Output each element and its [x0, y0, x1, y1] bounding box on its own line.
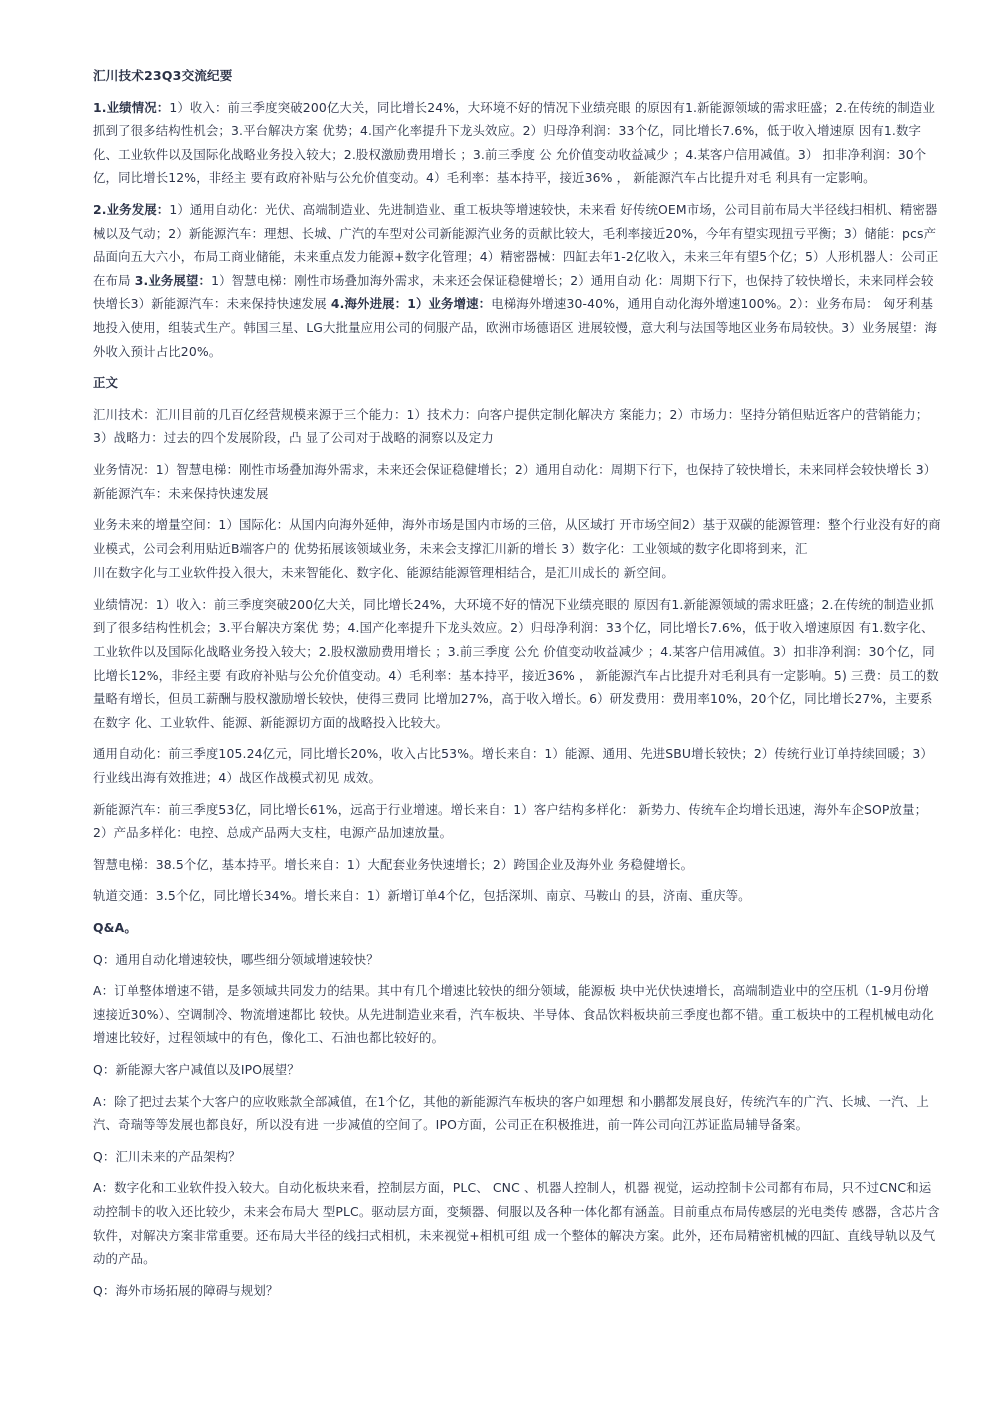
qa-answer: A：数字化和工业软件投入较大。自动化板块来看，控制层方面，PLC、 CNC 、机器人控制人，机器 视觉，运动控制卡公司都有布局，只不过CNC和运动控制卡的收入还比较少，未来会布局大 型PLC。驱动层方面，变频器、伺服以及各种一体化都有涵盖。目前重点布局传感层的光电类传 感器，含芯片含软件，对解决方案非常重要。还布局大半径的线扫式相机，未来视觉+相机可组 成一个整体的解决方案。此外，还布局精密机械的四缸、直线导轨以及气动的产品。: [93, 1180, 940, 1267]
body-paragraph: 轨道交通：3.5个亿，同比增长34%。增长来自：1）新增订单4个亿，包括深圳、南京、马鞍山 的县，济南、重庆等。: [93, 888, 751, 904]
summary-overseas-text: 电梯海外增速30-40%，通用自动化海外增速100%。2）：业务布局： 匈牙利基地投入使用，组装式生产。韩国三星、LG大批量应用公司的伺服产品，欧洲市场德语区 进展较慢，意大利与法国等地区业务布局较快。3）业务展望：海外收入预计占比20%。: [93, 296, 938, 359]
qa-question: Q：海外市场拓展的障碍与规划？: [93, 1282, 279, 1298]
summary-business-text: 1）通用自动化：光伏、高端制造业、先进制造业、重工板块等增速较快，未来看 好传统OEM市场，公司目前布局大半径线扫相机、精密器械以及气动；2）新能源汽车：理想、长城、广汽的车型对公司新能源汽业务的贡献比较大，毛利率接近20%，今年有望实现扭亏平衡；3）储能：pcs产品面向五大六小，布局工商业储能，未来重点发力能源+数字化管理；4）精密器械：四缸去年1-2亿收入，未来三年有望5个亿；5）人形机器人：公司正在布局: [93, 201, 939, 288]
document-page: [93, 64, 941, 1310]
summary-outlook-label: 3.业务展望：: [134, 272, 212, 288]
section-heading-qa: Q&A。: [93, 920, 137, 935]
summary-business: [93, 198, 941, 363]
section-heading-body: 正文: [93, 375, 119, 391]
qa-question: Q：新能源大客户减值以及IPO展望？: [93, 1061, 300, 1077]
summary-overseas-label: 4.海外进展：1）业务增速：: [330, 296, 492, 312]
document-title: 汇川技术23Q3交流纪要: [93, 68, 233, 83]
body-paragraph: 新能源汽车：前三季度53亿，同比增长61%，远高于行业增速。增长来自：1）客户结构多样化： 新势力、传统车企均增长迅速，海外车企SOP放量；2）产品多样化：电控、总成产品两大支柱，电源产品加速放量。: [93, 801, 928, 841]
qa-question: Q：通用自动化增速较快，哪些细分领域增速较快？: [93, 951, 379, 967]
body-paragraph: 通用自动化：前三季度105.24亿元，同比增长20%，收入占比53%。增长来自：1）能源、通用、先进SBU增长较快；2）传统行业订单持续回暖；3）行业线出海有效推进；4）战区作战模式初见 成效。: [93, 746, 933, 786]
summary-business-label: 2.业务发展：: [93, 201, 170, 217]
qa-answer: A：订单整体增速不错，是多领域共同发力的结果。其中有几个增速比较快的细分领域，能源板 块中光伏快速增长，高端制造业中的空压机（1-9月份增速接近30%）、空调制冷、物流增速都比 较快。从先进制造业来看，汽车板块、半导体、食品饮料板块前三季度也都不错。重工板块中的工程机械电动化增速比较好，过程领域中的有色，像化工、石油也都比较好的。: [93, 983, 935, 1046]
qa-answer: A：除了把过去某个大客户的应收账款全部减值，在1个亿，其他的新能源汽车板块的客户如理想 和小鹏都发展良好，传统汽车的广汽、长城、一汽、上汽、奇瑞等等发展也都良好，所以没有进 一步减值的空间了。IPO方面，公司正在积极推进，前一阵公司向江苏证监局辅导备案。: [93, 1093, 929, 1133]
body-paragraph: 川在数字化与工业软件投入很大，未来智能化、数字化、能源结能源管理相结合，是汇川成长的 新空间。: [93, 565, 674, 581]
summary-performance-label: 1.业绩情况：: [93, 99, 170, 115]
body-paragraph: 智慧电梯：38.5个亿，基本持平。增长来自：1）大配套业务快速增长；2）跨国企业及海外业 务稳健增长。: [93, 856, 694, 872]
body-paragraph: 业务未来的增量空间：1）国际化：从国内向海外延伸，海外市场是国内市场的三倍，从区域打 开市场空间2）基于双碳的能源管理：整个行业没有好的商业模式，公司会利用贴近B端客户的 优势拓展该领域业务，未来会支撑汇川新的增长 3）数字化：工业领域的数字化即将到来，汇: [93, 517, 941, 556]
summary-outlook-text: 1）智慧电梯：刚性市场叠加海外需求，未来还会保证稳健增长；2）通用自动 化：周期下行下，也保持了较快增长，未来同样会较快增长3）新能源汽车：未来保持快速发展: [93, 272, 934, 312]
body-paragraph: 业务情况：1）智慧电梯：刚性市场叠加海外需求，未来还会保证稳健增长；2）通用自动化：周期下行下，也保持了较快增长，未来同样会较快增长 3）新能源汽车：未来保持快速发展: [93, 461, 937, 501]
body-paragraph: 汇川技术：汇川目前的几百亿经营规模来源于三个能力：1）技术力：向客户提供定制化解决方 案能力；2）市场力：坚持分销但贴近客户的营销能力；3）战略力：过去的四个发展阶段，凸 显了公司对于战略的洞察以及定力: [93, 406, 929, 446]
qa-question: Q：汇川未来的产品架构？: [93, 1148, 241, 1164]
body-paragraph: 业绩情况：1）收入：前三季度突破200亿大关，同比增长24%，大环境不好的情况下业绩亮眼的 原因有1.新能源领域的需求旺盛；2.在传统的制造业抓到了很多结构性机会；3.平台解决方案优 势；4.国产化率提升下龙头效应。2）归母净利润：33个亿，同比增长7.6%，低于收入增速原因 有1.数字化、工业软件以及国际化战略业务投入较大；2.股权激励费用增长 ；3.前三季度 公允 价值变动收益减少 ；4.某客户信用减值。3）扣非净利润：30个亿，同比增长12%，非经主要 有政府补贴与公允价值变动。4）毛利率：基本持平，接近36% ， 新能源汽车占比提升对毛利具有一定影响。5) 三费：员工的数量略有增长，但员工薪酬与股权激励增长较快，使得三费同 比增加27%，高于收入增长。6）研发费用：费用率10%，20个亿，同比增长27%，主要系在数字 化、工业软件、能源、新能源切方面的战略投入比较大。: [93, 596, 939, 730]
summary-performance-text: 1）收入：前三季度突破200亿大关，同比增长24%，大环境不好的情况下业绩亮眼 的原因有1.新能源领域的需求旺盛；2.在传统的制造业抓到了很多结构性机会；3.平台解决方案 优势；4.国产化率提升下龙头效应。2）归母净利润：33个亿，同比增长7.6%，低于收入增速原 因有1.数字化、工业软件以及国际化战略业务投入较大；2.股权激励费用增长 ；3.前三季度 公 允价值变动收益减少 ；4.某客户信用减值。3） 扣非净利润：30个亿，同比增长12%，非经主 要有政府补贴与公允价值变动。4）毛利率：基本持平，接近36% ， 新能源汽车占比提升对毛 利具有一定影响。: [93, 99, 935, 186]
summary-performance: [93, 96, 941, 190]
